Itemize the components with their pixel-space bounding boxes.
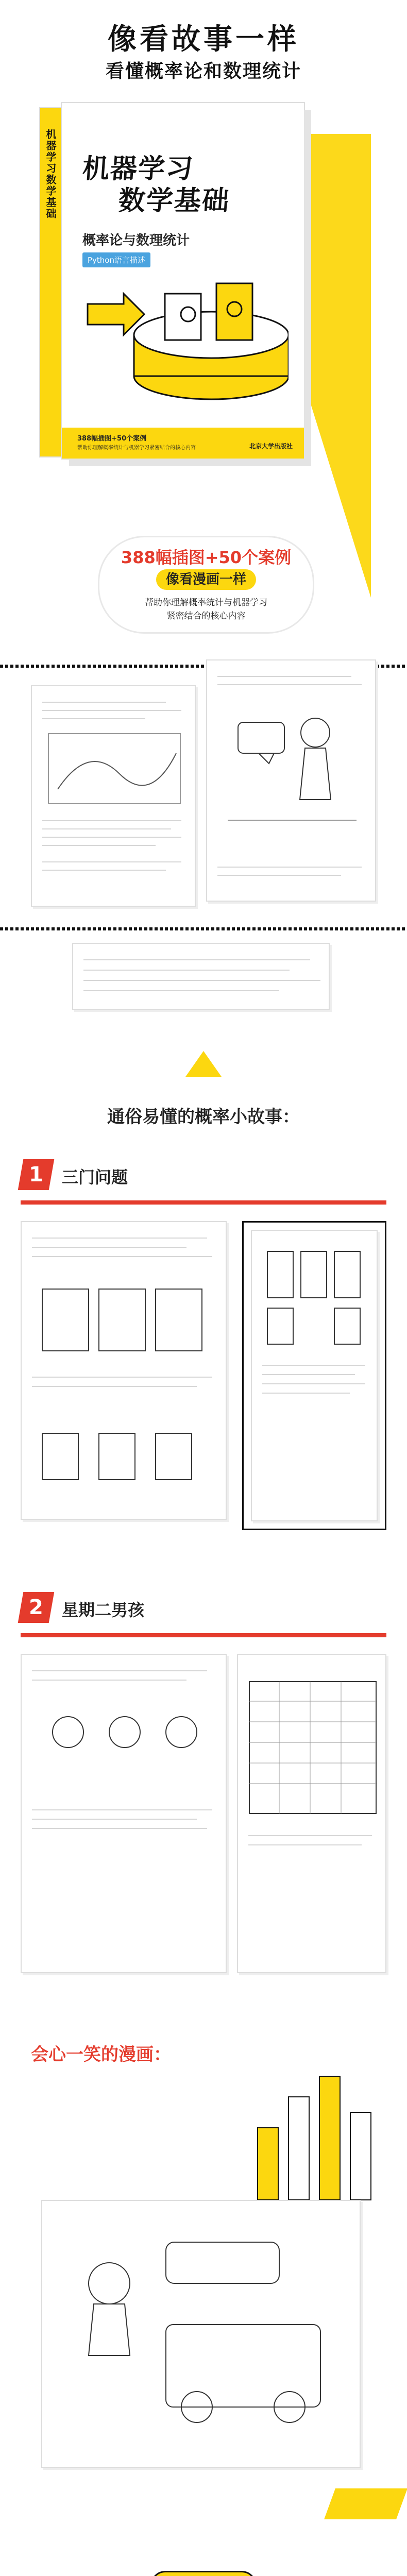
sample-page-left: [31, 685, 196, 907]
banner-line1: 帮助你理解概率统计与机器学习: [145, 598, 267, 608]
cover-title-line1: 机器学习: [81, 154, 195, 184]
story-2-title: 星期二男孩: [62, 1600, 145, 1620]
page-figure: [47, 733, 181, 805]
banner-desc: [99, 596, 313, 623]
cover-band-text: 388幅插图+50个案例: [77, 435, 147, 443]
banner-count: 388幅插图+50个案例: [121, 548, 292, 567]
sample-pages-section: [0, 649, 407, 1020]
hero-subhead: 看懂概率论和数理统计: [105, 61, 301, 82]
cover-illustration: [82, 273, 289, 407]
monty-figure: [262, 1246, 365, 1349]
grid-table-figure: [248, 1681, 377, 1815]
story-2-page-left: [21, 1654, 227, 1973]
comics-illustration: [63, 2222, 341, 2448]
book-spine: [39, 107, 62, 457]
comics-section: [0, 2025, 407, 2540]
triangle-icon: [185, 1051, 222, 1077]
yellow-accent: [324, 2488, 407, 2519]
story-1-title: 三门问题: [62, 1167, 128, 1187]
story-2-page-right: [237, 1654, 386, 1973]
dashed-divider-2: [0, 927, 407, 930]
sample-page-strip: [72, 943, 330, 1010]
spine-title: 机器学习数学基础: [44, 129, 57, 219]
story-1-number: 1: [18, 1159, 54, 1190]
cover-subtitle: 概率论与数理统计: [82, 233, 190, 248]
story-2-number: 2: [18, 1592, 54, 1623]
story-1-page-right: [251, 1230, 378, 1521]
page-cartoon: [228, 702, 357, 856]
story-2-section: [0, 1582, 407, 2025]
comics-heading: 会心一笑的漫画：: [31, 2044, 171, 2065]
hero-headline: 像看故事一样: [108, 23, 299, 56]
sample-page-right: [206, 659, 376, 902]
story-1-page-left: [21, 1221, 227, 1520]
children-figure: [37, 1701, 207, 1789]
banner-pill: 像看漫画一样: [156, 569, 256, 590]
stories-heading-section: [0, 1025, 407, 1149]
book-cover: [44, 103, 304, 459]
doors-figure: [37, 1279, 207, 1356]
comics-page: [41, 2200, 361, 2468]
story-1-frame: [242, 1221, 386, 1530]
banner-line2: 紧密结合的核心内容: [166, 611, 246, 621]
cover-tag: Python语言描述: [82, 252, 150, 267]
story-1-section: [0, 1149, 407, 1582]
hero-section: [0, 0, 407, 649]
cover-title-line2: 数学基础: [117, 185, 231, 216]
tree-figure: [37, 1418, 207, 1495]
bar-stack-decoration: [247, 2066, 381, 2210]
publisher-logo: 北京大学出版社: [249, 443, 293, 450]
feature-banner: [98, 536, 314, 634]
cover-band-small: 帮助你理解概率统计与机器学习紧密结合的核心内容: [77, 445, 196, 451]
author-section: [0, 2540, 407, 2576]
author-heading: [150, 2571, 257, 2576]
stories-heading: 通俗易懂的概率小故事：: [107, 1107, 300, 1127]
